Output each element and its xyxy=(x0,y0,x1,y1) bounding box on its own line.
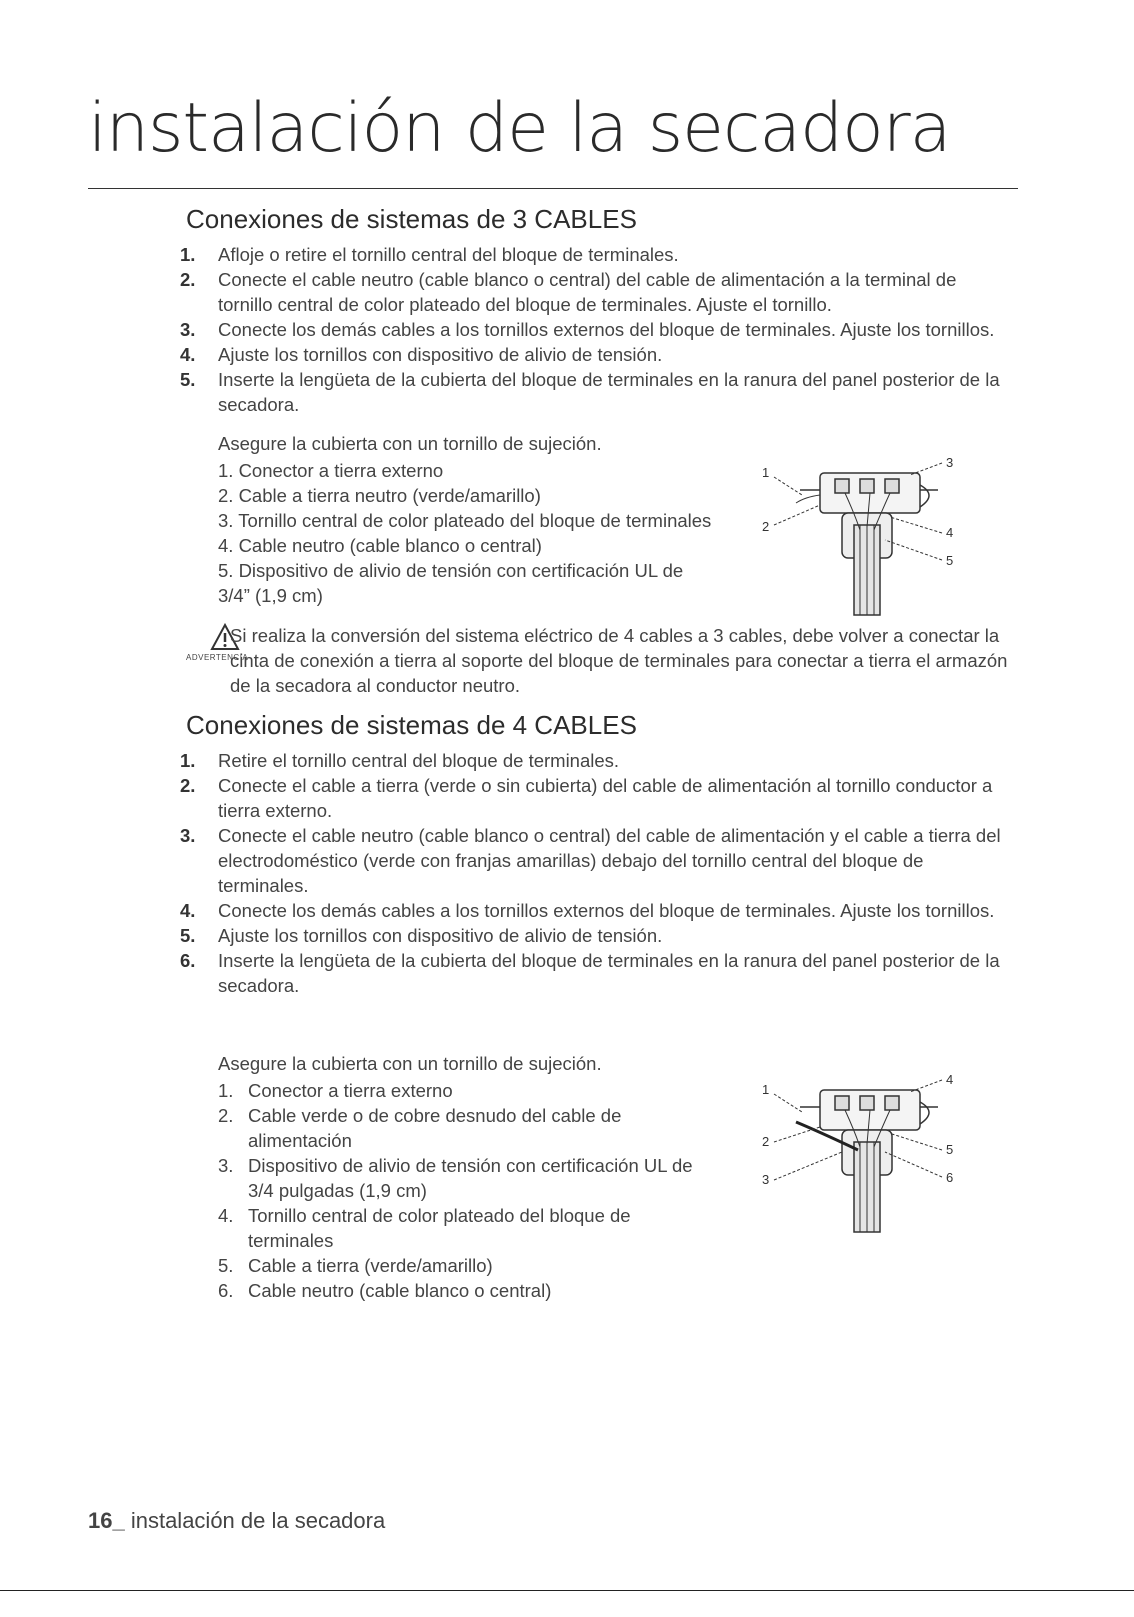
part-item: 4. Cable neutro (cable blanco o central) xyxy=(218,535,542,556)
step-item xyxy=(180,898,1010,923)
step-item xyxy=(180,267,1010,317)
step-number: 2. xyxy=(180,775,196,796)
part-item xyxy=(218,1078,738,1103)
page-title: instalación de la secadora xyxy=(88,89,951,168)
part-item xyxy=(218,1153,708,1203)
step-number: 1. xyxy=(180,244,196,265)
step-text: Afloje o retire el tornillo central del bloque de terminales. xyxy=(218,244,679,265)
figure-label: 2 xyxy=(762,1134,770,1149)
warning-label: ADVERTENCIA xyxy=(186,653,249,662)
part-number: 3. xyxy=(218,1155,234,1176)
step-number: 5. xyxy=(180,369,196,390)
figure-label: 4 xyxy=(946,1072,954,1087)
step-item xyxy=(180,748,1010,773)
terminal-block-diagram-3-cables xyxy=(760,455,980,620)
step-text: Retire el tornillo central del bloque de terminales. xyxy=(218,750,620,771)
steps-list-4-cables xyxy=(180,748,1010,998)
step-text: Ajuste los tornillos con dispositivo de alivio de tensión. xyxy=(218,925,663,946)
step-text: Conecte el cable neutro (cable blanco o central) del cable de alimentación y el cable a tierra del electrodoméstico (verde con franjas amarillas) debajo del tornillo central del bloque de terminales. xyxy=(218,825,1001,896)
warning-text: Si realiza la conversión del sistema eléctrico de 4 cables a 3 cables, debe volver a conectar la cinta de conexión a tierra al soporte del bloque de terminales para conectar a tierra el armazón de la secadora al conductor neutro. xyxy=(230,625,1008,696)
figure-label: 3 xyxy=(946,455,954,470)
part-item: 5. Dispositivo de alivio de tensión con certificación UL de 3/4” (1,9 cm) xyxy=(218,560,684,606)
step-number: 3. xyxy=(180,319,196,340)
step-text: Conecte el cable neutro (cable blanco o central) del cable de alimentación a la terminal de tornillo central de color plateado del bloque de terminales. Ajuste el tornillo. xyxy=(218,269,957,315)
step-text: Conecte los demás cables a los tornillos externos del bloque de terminales. Ajuste los tornillos. xyxy=(218,900,995,921)
figure-label: 1 xyxy=(762,1082,770,1097)
section-heading-4-cables: Conexiones de sistemas de 4 CABLES xyxy=(186,710,637,740)
part-text: Conector a tierra externo xyxy=(248,1080,453,1101)
step-text: Conecte el cable a tierra (verde o sin cubierta) del cable de alimentación al tornillo conductor a tierra externo. xyxy=(218,775,993,821)
figure-label: 5 xyxy=(946,553,954,568)
step-item xyxy=(180,242,1010,267)
step-number: 5. xyxy=(180,925,196,946)
part-item xyxy=(218,1253,738,1278)
step-item xyxy=(180,948,1010,998)
section-heading-3-cables: Conexiones de sistemas de 3 CABLES xyxy=(186,204,637,234)
step-item xyxy=(180,317,1010,342)
page-number: 16_ xyxy=(88,1508,125,1533)
part-text: Cable a tierra (verde/amarillo) xyxy=(248,1255,493,1276)
step-number: 1. xyxy=(180,750,196,771)
figure-label: 6 xyxy=(946,1170,954,1185)
step-text: Ajuste los tornillos con dispositivo de alivio de tensión. xyxy=(218,344,663,365)
part-number: 2. xyxy=(218,1105,234,1126)
step-number: 4. xyxy=(180,900,196,921)
part-item: 2. Cable a tierra neutro (verde/amarillo) xyxy=(218,485,541,506)
footer-title: instalación de la secadora xyxy=(124,1508,386,1533)
part-number: 5. xyxy=(218,1255,234,1276)
title-rule xyxy=(88,188,1018,189)
step-item xyxy=(180,923,1010,948)
part-text: Cable neutro (cable blanco o central) xyxy=(248,1280,552,1301)
part-item xyxy=(218,1103,648,1153)
cover-note-3-cables: Asegure la cubierta con un tornillo de sujeción. xyxy=(218,433,602,454)
bottom-rule xyxy=(0,1590,1134,1591)
figure-label: 1 xyxy=(762,465,770,480)
part-item xyxy=(218,1278,738,1303)
part-item xyxy=(218,1203,648,1253)
step-number: 6. xyxy=(180,950,196,971)
step-item xyxy=(180,823,1010,898)
step-text: Inserte la lengüeta de la cubierta del bloque de terminales en la ranura del panel posterior de la secadora. xyxy=(218,950,1000,996)
step-item xyxy=(180,367,1010,417)
step-number: 2. xyxy=(180,269,196,290)
terminal-block-diagram-4-cables xyxy=(760,1072,980,1237)
part-text: Cable verde o de cobre desnudo del cable de alimentación xyxy=(248,1105,622,1151)
parts-list-4-cables xyxy=(218,1078,738,1303)
step-item xyxy=(180,773,1010,823)
part-item: 3. Tornillo central de color plateado del bloque de terminales xyxy=(218,510,712,531)
part-number: 6. xyxy=(218,1280,234,1301)
page-footer xyxy=(88,1508,385,1534)
step-text: Inserte la lengüeta de la cubierta del bloque de terminales en la ranura del panel posterior de la secadora. xyxy=(218,369,1000,415)
parts-list-3-cables xyxy=(218,458,738,608)
step-number: 3. xyxy=(180,825,196,846)
part-number: 4. xyxy=(218,1205,234,1226)
figure-label: 3 xyxy=(762,1172,770,1187)
part-number: 1. xyxy=(218,1080,234,1101)
figure-label: 2 xyxy=(762,519,770,534)
part-item: 1. Conector a tierra externo xyxy=(218,460,444,481)
cover-note-4-cables: Asegure la cubierta con un tornillo de sujeción. xyxy=(218,1053,602,1074)
step-text: Conecte los demás cables a los tornillos externos del bloque de terminales. Ajuste los tornillos. xyxy=(218,319,995,340)
step-item xyxy=(180,342,1010,367)
figure-label: 4 xyxy=(946,525,954,540)
steps-list-3-cables xyxy=(180,242,1010,417)
figure-label: 5 xyxy=(946,1142,954,1157)
part-text: Tornillo central de color plateado del bloque de terminales xyxy=(248,1205,631,1251)
step-number: 4. xyxy=(180,344,196,365)
part-text: Dispositivo de alivio de tensión con certificación UL de 3/4 pulgadas (1,9 cm) xyxy=(248,1155,693,1201)
